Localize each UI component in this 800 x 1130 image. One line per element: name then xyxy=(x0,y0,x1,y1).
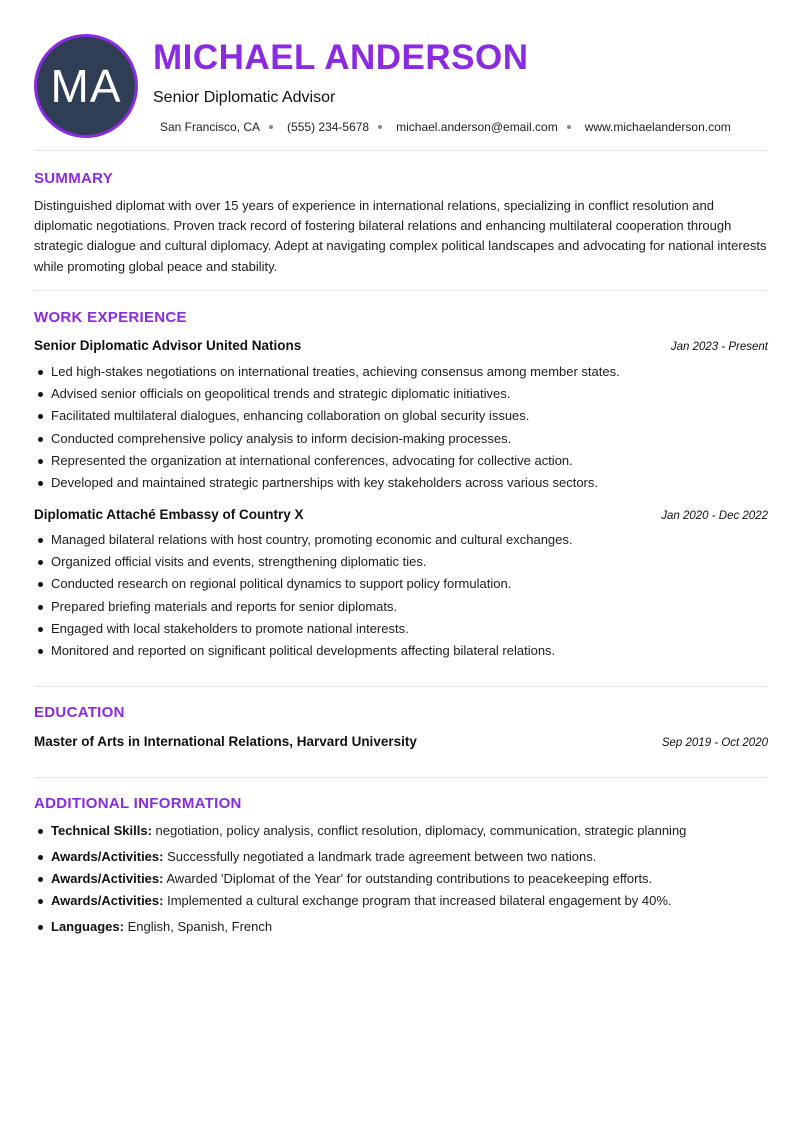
job-bullet: Managed bilateral relations with host country, promoting economic and cultural exchanges. xyxy=(34,529,768,551)
dot-separator-icon xyxy=(269,125,273,129)
additional-item xyxy=(34,868,768,890)
job-bullet: Led high-stakes negotiations on international treaties, achieving consensus among member states. xyxy=(34,361,768,383)
additional-item-key: Awards/Activities: xyxy=(51,871,164,886)
job-bullet: Prepared briefing materials and reports for senior diplomats. xyxy=(34,596,768,618)
job-bullet: Organized official visits and events, strengthening diplomatic ties. xyxy=(34,551,768,573)
job-role: Senior Diplomatic Advisor United Nations xyxy=(34,338,302,353)
additional-item xyxy=(34,916,768,938)
contact-phone: (555) 234-5678 xyxy=(287,120,370,134)
job-bullet: Conducted research on regional political dynamics to support policy formulation. xyxy=(34,573,768,595)
contact-website[interactable]: www.michaelanderson.com xyxy=(584,120,731,134)
additional-heading: ADDITIONAL INFORMATION xyxy=(34,795,242,812)
contact-bar xyxy=(160,120,770,134)
job-role: Diplomatic Attaché Embassy of Country X xyxy=(34,507,304,522)
additional-item-value: English, Spanish, French xyxy=(123,919,273,934)
avatar xyxy=(34,34,138,138)
job-bullet: Advised senior officials on geopolitical trends and strategic diplomatic initiatives. xyxy=(34,383,768,405)
summary-heading: SUMMARY xyxy=(34,170,114,187)
additional-item-value: negotiation, policy analysis, conflict resolution, diplomacy, communication, strategic planning xyxy=(151,823,687,838)
job-date: Jan 2023 - Present xyxy=(670,341,768,353)
avatar-initials: MA xyxy=(50,60,122,112)
section-divider xyxy=(34,290,767,291)
job-date: Jan 2020 - Dec 2022 xyxy=(661,510,768,522)
additional-item-key: Languages: xyxy=(51,919,124,934)
dot-separator-icon xyxy=(378,125,382,129)
experience-heading: WORK EXPERIENCE xyxy=(34,309,187,326)
candidate-name: MICHAEL ANDERSON xyxy=(153,38,529,77)
job-bullet: Engaged with local stakeholders to promote national interests. xyxy=(34,618,768,640)
section-divider xyxy=(34,150,767,151)
additional-item xyxy=(34,846,768,868)
section-divider xyxy=(34,777,767,778)
job-bullet: Monitored and reported on significant political developments affecting bilateral relations. xyxy=(34,640,768,662)
additional-item xyxy=(34,820,768,842)
additional-item xyxy=(34,890,768,912)
additional-list xyxy=(34,820,768,938)
additional-item-key: Technical Skills: xyxy=(51,823,152,838)
job-header xyxy=(34,338,768,353)
education-header xyxy=(34,734,768,749)
education-heading: EDUCATION xyxy=(34,704,125,721)
contact-email[interactable]: michael.anderson@email.com xyxy=(396,120,558,134)
job-bullet: Developed and maintained strategic partnerships with key stakeholders across various sectors. xyxy=(34,472,768,494)
section-divider xyxy=(34,686,767,687)
additional-item-value: Awarded 'Diplomat of the Year' for outstanding contributions to peacekeeping efforts. xyxy=(163,871,653,886)
additional-item-value: Implemented a cultural exchange program that increased bilateral engagement by 40%. xyxy=(163,893,672,908)
job-bullet-list xyxy=(34,529,768,662)
additional-item-key: Awards/Activities: xyxy=(51,893,164,908)
job-bullet: Represented the organization at international conferences, advocating for collective action. xyxy=(34,450,768,472)
candidate-title: Senior Diplomatic Advisor xyxy=(153,89,336,106)
additional-item-value: Successfully negotiated a landmark trade agreement between two nations. xyxy=(163,849,597,864)
dot-separator-icon xyxy=(567,125,571,129)
job-bullet-list xyxy=(34,361,768,494)
job-bullet: Facilitated multilateral dialogues, enhancing collaboration on global security issues. xyxy=(34,405,768,427)
summary-text: Distinguished diplomat with over 15 years of experience in international relations, specializing in conflict resolution and diplomatic negotiations. Proven track record of fostering bilateral relations and enhancing multilateral cooperation through strategic dialogue and cultural diplomacy. Adept at navigating complex political landscapes and advocating for national interests while promoting global peace and stability. xyxy=(34,198,767,274)
contact-location: San Francisco, CA xyxy=(160,120,261,134)
job-header xyxy=(34,507,768,522)
education-degree: Master of Arts in International Relations, Harvard University xyxy=(34,734,417,749)
education-date: Sep 2019 - Oct 2020 xyxy=(661,737,768,749)
additional-item-key: Awards/Activities: xyxy=(51,849,164,864)
job-bullet: Conducted comprehensive policy analysis to inform decision-making processes. xyxy=(34,428,768,450)
